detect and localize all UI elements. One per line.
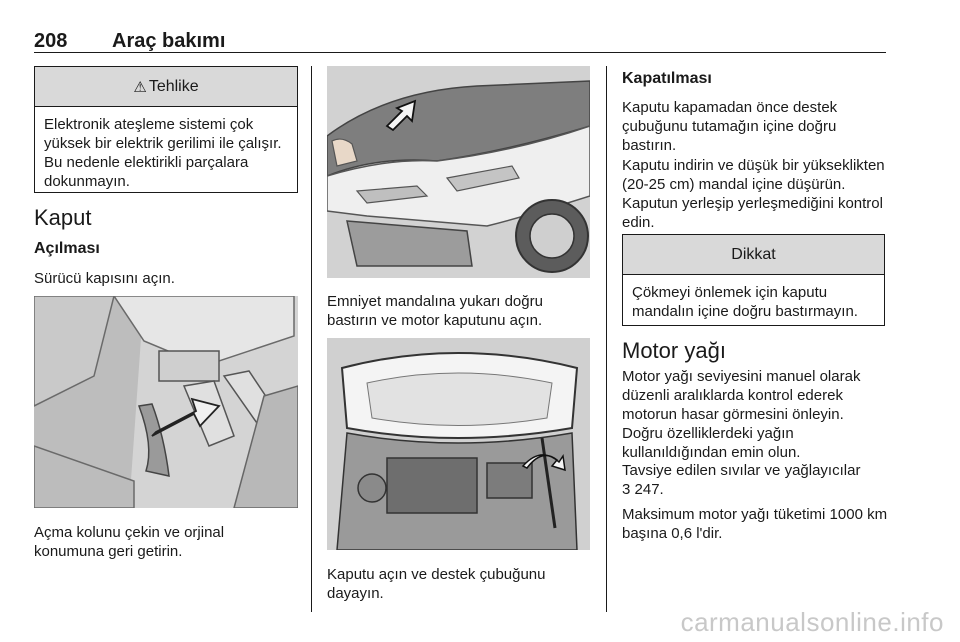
caption-prop-rod: Kaputu açın ve destek çubuğunu dayayın. — [327, 566, 546, 602]
engine-bay-drawing — [327, 338, 590, 550]
cross-reference-arrow-icon: 3 — [622, 481, 631, 498]
header-rule — [34, 52, 886, 53]
subsection-title-closing: Kapatılması — [622, 70, 712, 87]
closing-paragraph-2: Kaputu indirin ve düşük bir yükseklikten (20-25 cm) mandal içine düşürün. Kaputun yerleşip yerleşmediğini kontrol edin. — [622, 157, 885, 231]
oil-consumption-text: Maksimum motor yağı tüketimi 1000 km başına 0,6 l'dir. — [622, 506, 888, 542]
danger-box — [34, 66, 298, 193]
cross-reference-link[interactable]: 247. — [634, 481, 664, 498]
page-header — [34, 30, 886, 52]
subsection-title-opening: Açılması — [34, 240, 100, 257]
watermark: carmanualsonline.info — [680, 607, 944, 637]
page-number: 208 — [34, 30, 68, 52]
notice-box-header — [623, 235, 884, 275]
hood-release-illustration — [34, 296, 298, 508]
caption-hood-release: Açma kolunu çekin ve orjinal konumuna geri getirin. — [34, 524, 225, 560]
danger-label: Tehlike — [148, 77, 199, 95]
intro-text: Sürücü kapısını açın. — [34, 270, 175, 287]
notice-box — [622, 234, 885, 326]
warning-triangle-icon: ⚠ — [133, 78, 147, 96]
engine-bay-illustration — [327, 338, 590, 550]
recommended-fluids-text — [622, 461, 888, 499]
page-title: Araç bakımı — [112, 30, 226, 52]
column-divider-right — [606, 66, 607, 612]
section-title-hood: Kaput — [34, 205, 92, 230]
closing-paragraph-1: Kaputu kapamadan önce destek çubuğunu tutamağın içine doğru bastırın. — [622, 99, 838, 154]
engine-oil-paragraph: Motor yağı seviyesini manuel olarak düzenli aralıklarda kontrol ederek motorun hasar görmesini önleyin. Doğru özelliklerdeki yağın kullanıldığından emin olun. — [622, 368, 861, 461]
recommended-fluids-label: Tavsiye edilen sıvılar ve yağlayıcılar — [622, 462, 861, 479]
caption-safety-catch: Emniyet mandalına yukarı doğru bastırın ve motor kaputunu açın. — [327, 293, 543, 329]
hood-latch-illustration — [327, 66, 590, 278]
notice-text: Çökmeyi önlemek için kaputu mandalın içine doğru bastırmayın. — [632, 284, 858, 320]
car-front-drawing — [327, 66, 590, 278]
danger-box-header — [35, 67, 297, 107]
danger-text: Elektronik ateşleme sistemi çok yüksek bir elektrik gerilimi ile çalışır. Bu nedenle elektirikli parçalara dokunmayın. — [44, 116, 282, 190]
column-divider-left — [311, 66, 312, 612]
notice-label: Dikkat — [731, 245, 776, 263]
hood-release-drawing — [34, 296, 298, 508]
section-title-engine-oil: Motor yağı — [622, 338, 726, 363]
